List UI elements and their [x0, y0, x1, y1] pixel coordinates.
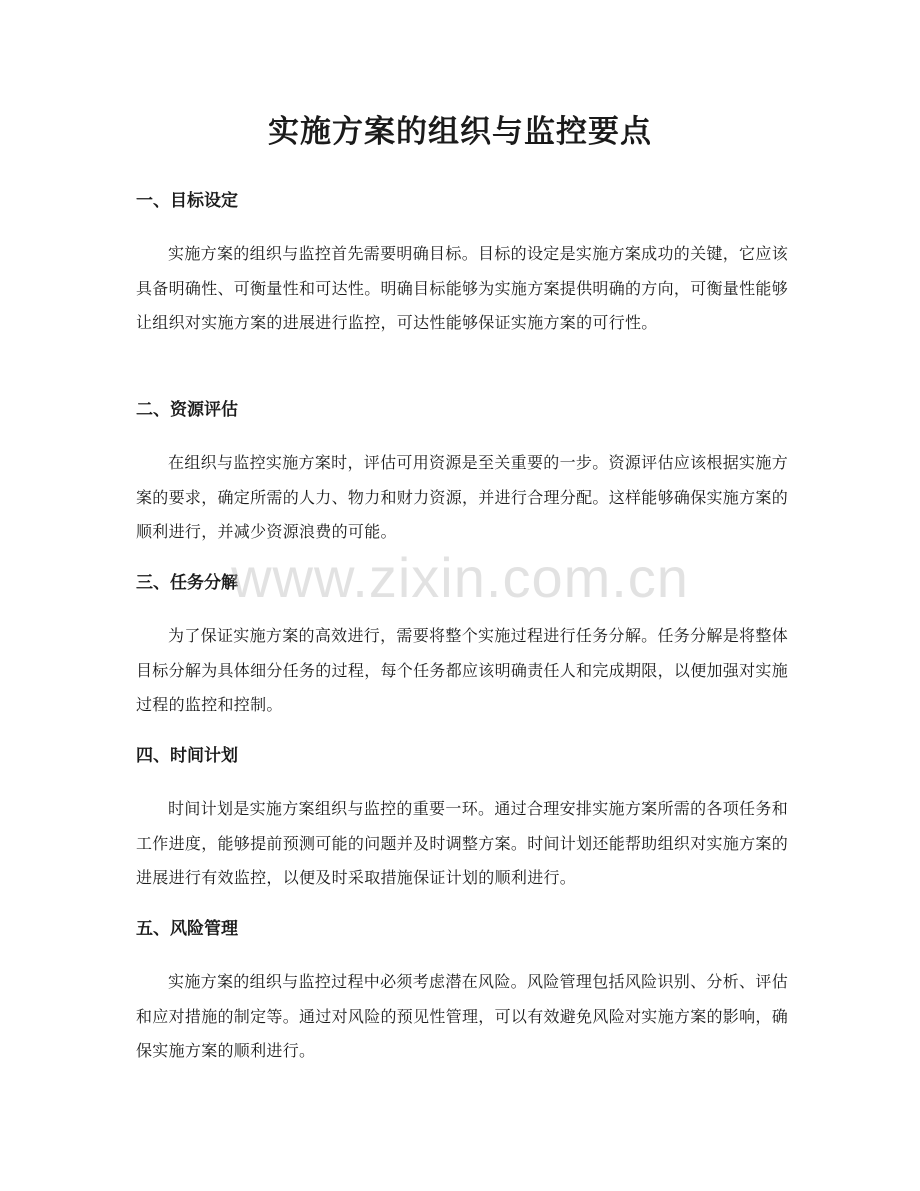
section-risk-management — [136, 917, 788, 1069]
page-title: 实施方案的组织与监控要点 — [268, 114, 652, 150]
section-paragraph: 实施方案的组织与监控过程中必须考虑潜在风险。风险管理包括风险识别、分析、评估和应对措施的制定等。通过对风险的预见性管理，可以有效避免风险对实施方案的影响，确保实施方案的顺利进行。 — [136, 972, 789, 1060]
section-time-plan — [136, 744, 788, 896]
section-paragraph: 实施方案的组织与监控首先需要明确目标。目标的设定是实施方案成功的关键，它应该具备明确性、可衡量性和可达性。明确目标能够为实施方案提供明确的方向，可衡量性能够让组织对实施方案的进展进行监控，可达性能够保证实施方案的可行性。 — [136, 244, 789, 332]
section-paragraph: 为了保证实施方案的高效进行，需要将整个实施过程进行任务分解。任务分解是将整体目标分解为具体细分任务的过程，每个任务都应该明确责任人和完成期限，以便加强对实施过程的监控和控制。 — [136, 626, 789, 714]
section-heading: 四、时间计划 — [136, 746, 238, 766]
watermark: www.zixin.com.cn — [231, 546, 689, 609]
section-task-breakdown — [136, 571, 788, 723]
section-paragraph: 时间计划是实施方案组织与监控的重要一环。通过合理安排实施方案所需的各项任务和工作进度，能够提前预测可能的问题并及时调整方案。时间计划还能帮助组织对实施方案的进展进行有效监控，以便及时采取措施保证计划的顺利进行。 — [136, 799, 789, 887]
section-paragraph: 在组织与监控实施方案时，评估可用资源是至关重要的一步。资源评估应该根据实施方案的要求，确定所需的人力、物力和财力资源，并进行合理分配。这样能够确保实施方案的顺利进行，并减少资源浪费的可能。 — [136, 453, 789, 541]
section-goal-setting — [136, 189, 788, 341]
section-heading: 五、风险管理 — [136, 919, 238, 939]
section-heading: 二、资源评估 — [136, 400, 238, 420]
section-heading: 三、任务分解 — [136, 573, 238, 593]
section-resource-assessment — [136, 398, 788, 550]
section-heading: 一、目标设定 — [136, 191, 238, 211]
